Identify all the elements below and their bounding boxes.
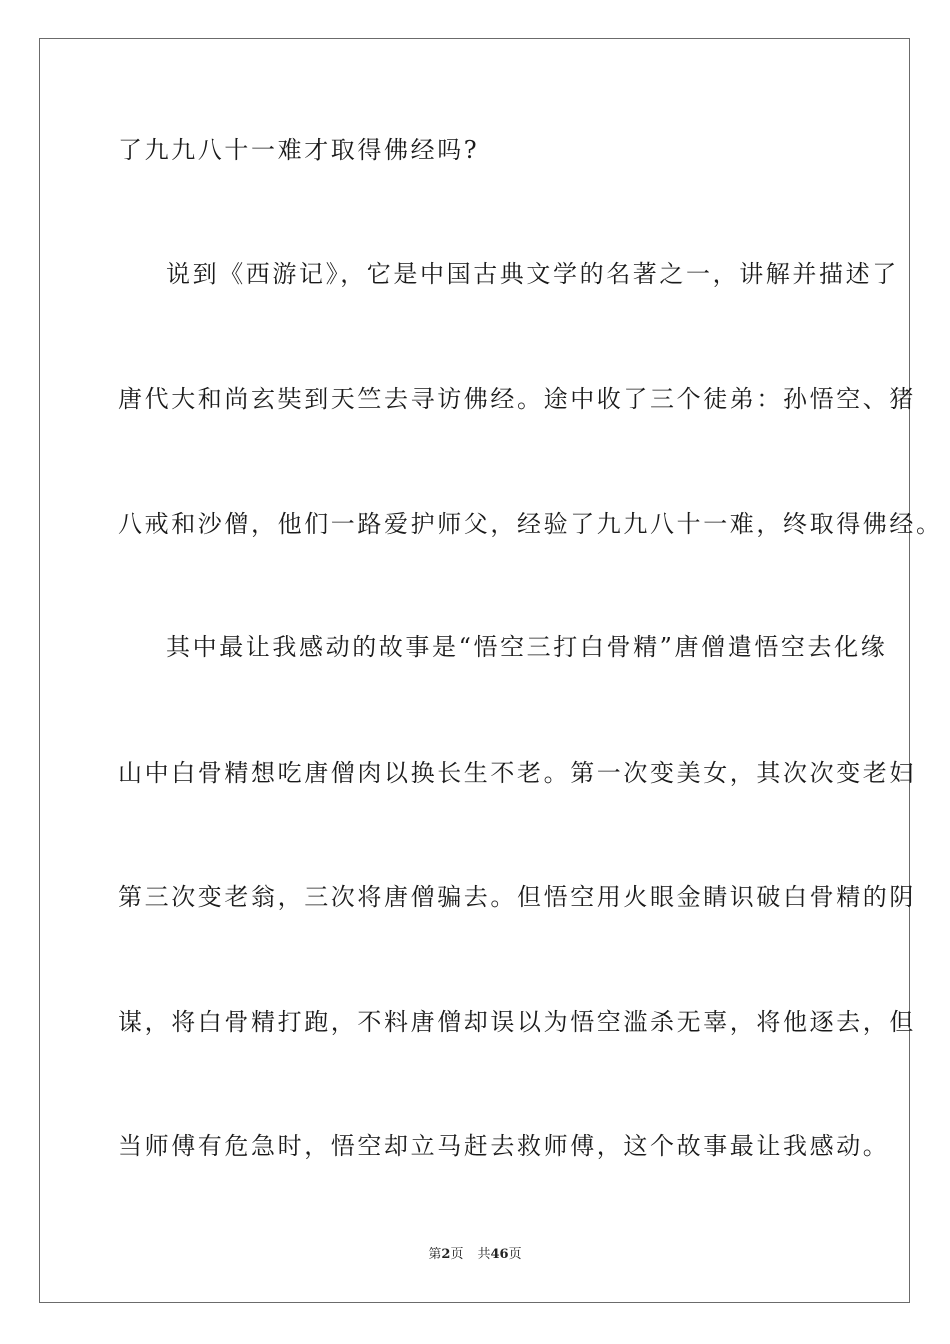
- page-current: 2: [441, 1247, 451, 1262]
- total-prefix: 共: [477, 1247, 491, 1262]
- text-line-1: 了九九八十一难才取得佛经吗?: [118, 136, 480, 164]
- text-line-5: 其中最让我感动的故事是“悟空三打白骨精”唐僧遣悟空去化缘: [166, 633, 888, 661]
- page-prefix: 第: [428, 1247, 442, 1262]
- page-suffix: 页: [450, 1247, 464, 1262]
- text-line-9: 当师傅有危急时，悟空却立马赶去救师傅，这个故事最让我感动。: [118, 1132, 890, 1160]
- page-footer: [0, 1246, 950, 1264]
- page-total: 46: [490, 1247, 509, 1262]
- page-border: [39, 38, 910, 1303]
- text-line-2: 说到《西游记》，它是中国古典文学的名著之一，讲解并描述了: [166, 260, 899, 288]
- text-line-4: 八戒和沙僧，他们一路爱护师父，经验了九九八十一难，终取得佛经。: [118, 510, 943, 538]
- total-suffix: 页: [508, 1247, 522, 1262]
- text-line-8: 谋，将白骨精打跑，不料唐僧却误以为悟空滥杀无辜，将他逐去，但: [118, 1008, 916, 1036]
- text-line-6: 山中白骨精想吃唐僧肉以换长生不老。第一次变美女，其次次变老妇: [118, 759, 916, 787]
- text-line-3: 唐代大和尚玄奘到天竺去寻访佛经。途中收了三个徒弟：孙悟空、猪: [118, 385, 916, 413]
- text-line-7: 第三次变老翁，三次将唐僧骗去。但悟空用火眼金睛识破白骨精的阴: [118, 883, 916, 911]
